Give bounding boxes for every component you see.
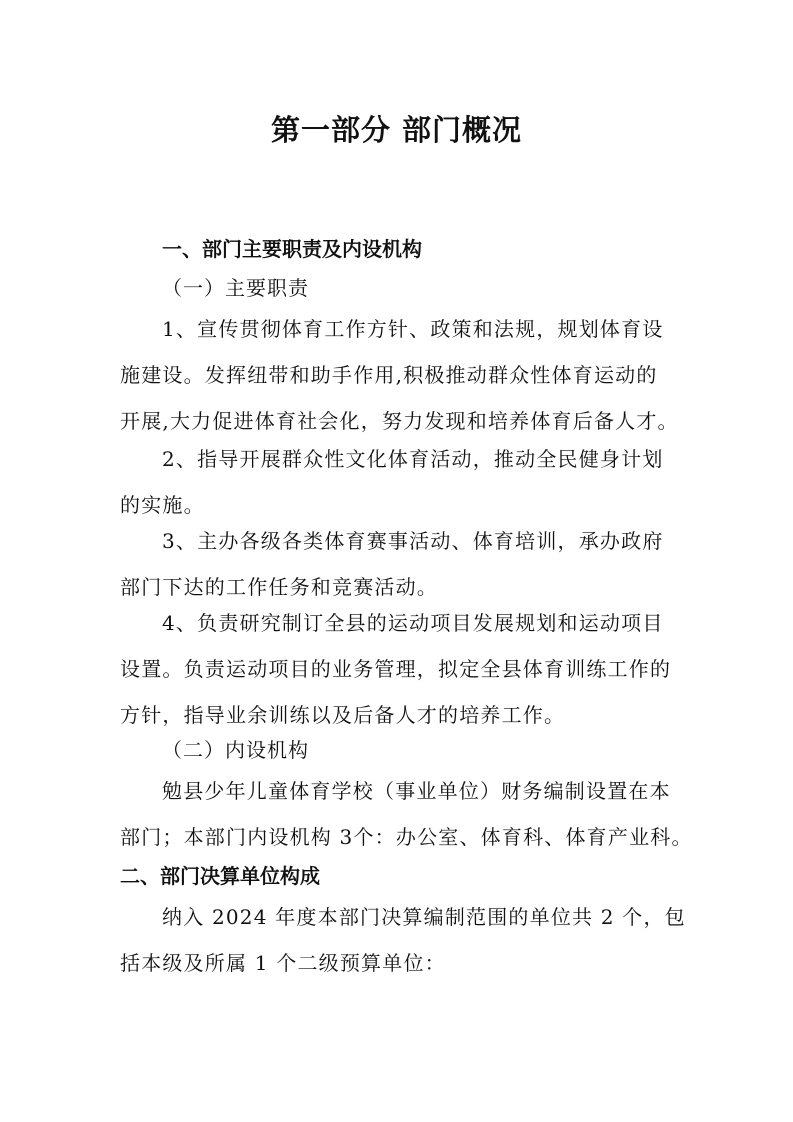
subheading-internal-org: （二）内设机构 bbox=[162, 738, 309, 762]
text-line: 纳入 2024 年度本部门决算编制范围的单位共 2 个，包 bbox=[162, 905, 686, 929]
duty-item-3 bbox=[120, 518, 676, 610]
section-heading-duties: 一、部门主要职责及内设机构 bbox=[162, 237, 422, 261]
text-line: 1、宣传贯彻体育工作方针、政策和法规，规划体育设 bbox=[162, 317, 664, 341]
text-line: 部门；本部门内设机构 3个：办公室、体育科、体育产业科。 bbox=[120, 825, 693, 849]
text-line: 2、指导开展群众性文化体育活动，推动全民健身计划 bbox=[162, 447, 664, 471]
duty-item-4 bbox=[120, 600, 676, 738]
text-line: 部门下达的工作任务和竞赛活动。 bbox=[120, 575, 438, 599]
text-line: 勉县少年儿童体育学校（事业单位）财务编制设置在本 bbox=[162, 779, 671, 803]
text-line: 开展,大力促进体育社会化，努力发现和培养体育后备人才。 bbox=[120, 409, 679, 433]
section-heading-units: 二、部门决算单位构成 bbox=[120, 864, 320, 888]
duty-item-2 bbox=[120, 436, 676, 528]
internal-org-paragraph bbox=[120, 768, 693, 860]
text-line: 括本级及所属 1 个二级预算单位： bbox=[120, 951, 446, 975]
duty-item-1 bbox=[120, 306, 679, 444]
units-paragraph bbox=[120, 894, 686, 986]
text-line: 3、主办各级各类体育赛事活动、体育培训，承办政府 bbox=[162, 529, 664, 553]
text-line: 的实施。 bbox=[120, 493, 205, 517]
subheading-main-duties: （一）主要职责 bbox=[162, 276, 309, 300]
text-line: 设置。负责运动项目的业务管理，拟定全县体育训练工作的 bbox=[120, 657, 672, 681]
text-line: 施建设。发挥纽带和助手作用,积极推动群众性体育运动的 bbox=[120, 363, 658, 387]
page-title: 第一部分 部门概况 bbox=[270, 113, 523, 147]
text-line: 4、负责研究制订全县的运动项目发展规划和运动项目 bbox=[162, 611, 664, 635]
text-line: 方针，指导业余训练以及后备人才的培养工作。 bbox=[120, 703, 566, 727]
